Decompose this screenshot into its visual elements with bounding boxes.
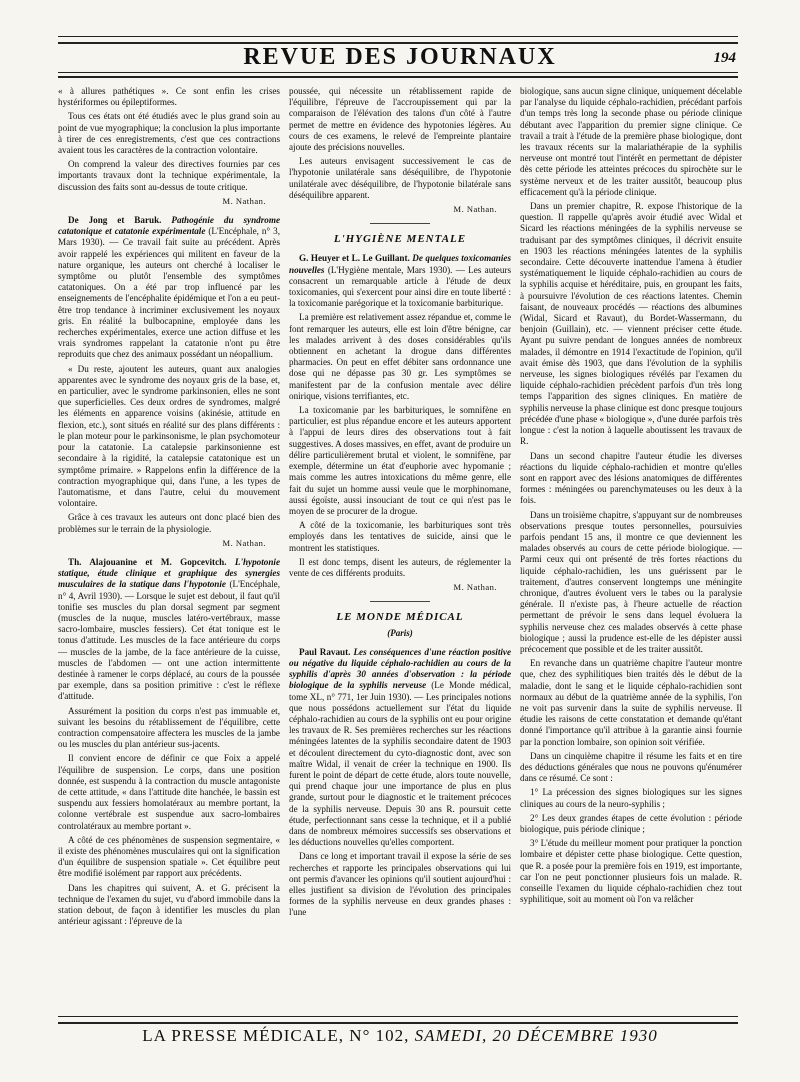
paragraph: La toxicomanie par les barbituriques, le somnifène en particulier, est plus répandue encore et les auteurs apportent à l'appui de leurs dires des observations tout à fait suggestives. A doses massives, en effet, avant de produire un délire particulièrement brutal et violent, le somnifène, par exemple, détermine un état d'euphorie avec hypomanie ; mais comme les autres intoxications du même genre, elle fait du sujet un homme aussi veule que le morphinomane, aussi égoïste, aussi insouciant de tout ce qui n'est pas le moyen de se procurer de la drogue. bbox=[289, 405, 511, 516]
article-title: De quelques toxicomanies nouvelles bbox=[289, 253, 511, 275]
signature: M. Nathan. bbox=[222, 537, 266, 548]
page-title: REVUE DES JOURNAUX bbox=[243, 44, 557, 70]
footer-date: SAMEDI, 20 DÉCEMBRE 1930 bbox=[414, 1026, 658, 1045]
article-authors: De Jong et Baruk. bbox=[68, 215, 172, 226]
column-1 bbox=[58, 86, 280, 996]
paragraph: Tous ces états ont été étudiés avec le plus grand soin au point de vue myographique; la conclusion la plus importante à tirer de ces enregistrements, c'est que ces contractions avaient tous les caractères de la contraction volontaire. bbox=[58, 111, 280, 156]
paragraph: Les auteurs envisagent successivement le cas de l'hypotonie unilatérale sans déséquilibre, de l'hypotonie unilatérale avec déséquilibre, de l'hypotonie bilatérale sans déséquilibre apparent. bbox=[289, 156, 511, 200]
paragraph: A côté de ces phénomènes de suspension segmentaire, « il existe des phénomènes musculaires qui ont la signification d'un équilibre de suspension spatiale ». Cet équilibre peut être modifié isolément par rapport aux précédents. bbox=[58, 834, 280, 879]
paragraph: Assurément la position du corps n'est pas immuable et, suivant les besoins du rétablissement de l'équilibre, cette contraction compensatoire affectera les muscles de la jambe ou les muscles du plan antérieur sus-jacents. bbox=[58, 705, 280, 750]
paragraph: Dans les chapitres qui suivent, A. et G. précisent la technique de l'examen du sujet, vu d'abord immobile dans la station debout, de façon à identifier les muscles du plan antérieur agissant : l'épreuve de la bbox=[58, 882, 280, 927]
article-body: (L'Encéphale, n° 3, Mars 1930). — Ce travail fait suite au précédent. Après avoir rappelé les expériences qui militent en faveur de la nature organique, les auteurs ont cherché à localiser le symptôme ou plutôt l'ensemble des symptômes catatoniques. On a été par trop influencé par les enseignements de l'encéphalite épidémique et l'on a eu peut-être trop tendance à incriminer exclusivement les noyaux gris. En réalité la bulbocapnine, employée dans les recherches expérimentales, exerce une action diffuse et les vrais syndromes rappelant la catatonie n'ont pu être reproduits que chez des animaux possédant un néopallium. bbox=[58, 226, 280, 360]
header-rule-bottom bbox=[58, 72, 738, 73]
footer bbox=[0, 1026, 800, 1046]
column-2 bbox=[289, 86, 511, 996]
article-ravaut bbox=[289, 647, 511, 849]
paragraph: Dans un cinquième chapitre il résume les faits et en tire des déductions générales que nous ne pouvons qu'énumérer dans ce résumé. Ce sont : bbox=[520, 750, 742, 784]
page-number: 194 bbox=[713, 50, 736, 66]
paragraph: Dans ce long et important travail il expose la série de ses recherches et rapporte les principales observations qui lui ont permis d'avancer les opinions qu'il soutient aujourd'hui : elles justifient sa division de l'évolution des principales formes de la syphilis nerveuse en deux grandes phases : l'une bbox=[289, 851, 511, 918]
article-authors: G. Heuyer et L. Le Guillant. bbox=[299, 253, 413, 264]
paragraph: Dans un second chapitre l'auteur étudie les diverses réactions du liquide céphalo-rachidien et montre qu'elles sont en rapport avec des lésions anatomiques de différentes formes : méningées ou parenchymateuses ou les deux à la fois. bbox=[520, 450, 742, 506]
section-title-hygiene-mentale: L'HYGIÈNE MENTALE bbox=[333, 233, 467, 246]
paragraph: Il est donc temps, disent les auteurs, de réglementer la vente de ces différents produits. bbox=[289, 556, 511, 578]
article-de-jong-baruk bbox=[58, 215, 280, 361]
list-item: 3° L'étude du meilleur moment pour pratiquer la ponction lombaire et dépister cette phase biologique. Cette question, que R. a posée pour la première fois en 1919, est importante, car l'on ne peut ponctionner plusieurs fois un malade. R. conseille l'examen du liquide céphalo-rachidien chez tout syphilitique, soit au moment où l'on va relâcher bbox=[520, 838, 742, 905]
paragraph: « à allures pathétiques ». Ce sont enfin les crises hystériformes ou épileptiformes. bbox=[58, 86, 280, 108]
signature: M. Nathan. bbox=[222, 195, 266, 206]
paragraph: poussée, qui nécessite un rétablissement rapide de l'équilibre, l'épreuve de l'accroupissement qui par la comparaison de l'élévation des talons d'un côté à l'autre permet de mettre en évidence des hypotonies légères. Au cours de ces examens, le relevé de l'empreinte plantaire ajoute des précisions nouvelles. bbox=[289, 86, 511, 153]
article-alajouanine-gopcevitch bbox=[58, 557, 280, 703]
article-body: (Le Monde médical, tome XL, n° 771, 1er Juin 1930). — Les principales notions que nous possédons actuellement sur l'état du liquide céphalo-rachidien au cours de la syphilis ont eu pour origine les travaux de R. Ses premières recherches sur les réactions méningées latentes de la syphilis secondaire datent de 1903 et découlent directement du cyto-diagnostic dont, avec son maître Widal, il venait de créer la technique en 1900. Ils furent le point de départ de cette étude, alors toute nouvelle, qui prend chaque jour une importance de plus en plus grande, surtout pour le diagnostic et le traitement précoces de la syphilis nerveuse. Depuis 30 ans R. poursuit cette étude, perfectionnant sans cesse la technique, et il a publié dans de nombreux mémoires successifs ses observations et les déductions nouvelles qu'elles comportent. bbox=[289, 680, 511, 848]
list-item: 1° La précession des signes biologiques sur les signes cliniques au cours de la neuro-syphilis ; bbox=[520, 787, 742, 809]
paragraph: En revanche dans un quatrième chapitre l'auteur montre que, chez des syphilitiques bien traités dès le début de la maladie, dont le sang et le liquide céphalo-rachidien sont normaux au début de la quatrième année de la syphilis, l'on ne voit pas survenir dans la suite de syphilis nerveuse. Il étudie les raisons de cette constatation et demande qu'étant donné l'importance qu'il attribue à la garantie ainsi fournie par la ponction lombaire, son opinion soit vérifiée. bbox=[520, 658, 742, 747]
paragraph: La première est relativement assez répandue et, comme le font remarquer les auteurs, elle est loin d'être bénigne, car les malades arrivent à des doses considérables qu'ils obtiennent en achetant la drogue dans différentes pharmacies. On peut en effet débiter sans ordonnance une dose qui ne dépasse pas 30 gr. Les symptômes se manifestent par de la confusion mentale avec délire onirique, visions terrifiantes, etc. bbox=[289, 312, 511, 401]
section-divider bbox=[370, 223, 430, 224]
article-authors: Th. Alajouanine et M. Gopcevitch. bbox=[68, 556, 235, 567]
section-title-monde-medical: LE MONDE MÉDICAL bbox=[336, 611, 464, 624]
paragraph: biologique, sans aucun signe clinique, uniquement décelable par l'analyse du liquide céphalo-rachidien, précédant parfois d'un temps très long la seconde phase ou période clinique débutant avec l'apparition du premier signe clinique. Ce travail a trait à l'étude de la première phase biologique, dont les travaux récents sur la malariathérapie de la syphilis nerveuse ont montré tout l'intérêt en permettant de dépister dès cette période les atteintes précoces du spirochète sur le système nerveux et de les traiter aussitôt, beaucoup plus efficacement qu'à la période clinique. bbox=[520, 86, 742, 197]
paragraph: Grâce à ces travaux les auteurs ont donc placé bien des problèmes sur le terrain de la physiologie. bbox=[58, 512, 280, 534]
column-3 bbox=[520, 86, 742, 996]
section-subtitle: (Paris) bbox=[387, 627, 413, 638]
article-body: (L'Hygiène mentale, Mars 1930). — Les auteurs consacrent un remarquable article à l'étude de deux toxicomanies, qui s'exercent pour ainsi dire en toute liberté : la toxicomanie parégorique et la toxicomanie barbiturique. bbox=[289, 264, 511, 309]
paragraph: Dans un troisième chapitre, s'appuyant sur de nombreuses observations presque toutes personnelles, poursuivies parfois pendant 15 ans, il montre ce que deviennent les malades observés au cours de cette période biologique. — Parmi ceux qui ont présenté de très fortes réactions du liquide céphalo-rachidien, les uns guérissent par le traitement, d'autres conservent longtemps une méningite chronique, d'autres évoluent vers le tabes ou la paralysie générale. Il n'existe pas, à l'heure actuelle de réaction permettant de prévoir le sens dans lequel évoluera la syphilis nerveuse chez ces malades observés à cette phase biologique ; aussi la prudence est-elle de les dépister aussi précocement que possible et de les traiter aussitôt. bbox=[520, 509, 742, 654]
list-item: 2° Les deux grandes étapes de cette évolution : période biologique, puis période clinique ; bbox=[520, 812, 742, 834]
article-title: Les conséquences d'une réaction positive ou négative du liquide céphalo-rachidien au cours de la syphilis d'après 30 années d'observation : la période biologique de la syphilis nerveuse bbox=[289, 646, 511, 691]
header-rule-bottom-thick bbox=[58, 76, 738, 78]
paragraph: On comprend la valeur des directives fournies par ces importants travaux dont la technique expérimentale, la discussion des faits sont au-dessus de toute critique. bbox=[58, 159, 280, 192]
article-body: (L'Encéphale, n° 4, Avril 1930). — Lorsque le sujet est debout, il faut qu'il tonifie ses muscles du plan dorsal segment par segment (muscles de la nuque, muscles latéro-vertébraux, masse sacro-lombaire, muscles fessiers). Cet état tonique est le tonus d'attitude. Les muscles de la face antérieure du corps — muscles de la jambe, de la face antérieure de la cuisse, muscles de l'abdomen — ont une action intermittente destinée à ramener le corps déplacé, au cours de la poussée par exemple, dans sa position primitive : c'est le réflexe d'attitude. bbox=[58, 579, 280, 702]
paragraph: « Du reste, ajoutent les auteurs, quant aux analogies apparentes avec le syndrome des noyaux gris de la base, et, en particulier, avec le syndrome parkinsonien, elles ne sont que superficielles. Ces deux ordres de syndromes, malgré les éléments en apparence voisins (akinésie, attitude en flexion, etc.), sont situés en réalité sur des plans différents : le plan moteur pour le parkinsonisme, le plan psychomoteur pour la catatonie. La catalepsie parkinsonienne est secondaire à la rigidité, la catalepsie catatonique est un symptôme primaire. » Rappelons enfin la différence de la contraction myographique qui, dans l'une, a les types de l'automatisme, et dans l'autre, celui du mouvement volontaire. bbox=[58, 363, 280, 509]
paragraph: Il convient encore de définir ce que Foix a appelé l'équilibre de suspension. Le corps, dans une position donnée, est suspendu à la contraction du muscle antagoniste de cette attitude, « dans l'attitude dite hanchée, le bassin est suspendu aux fessiers homolatéraux au membre portant, la colonne vertébrale est suspendue aux sacro-lombaires controlatéraux au membre portant ». bbox=[58, 753, 280, 831]
paragraph: Dans un premier chapitre, R. expose l'historique de la question. Il rappelle qu'après avoir étudié avec Widal et Sicard les réactions méningées de la syphilis nerveuse se traduisant par des symptômes cliniques, il décrivit ensuite en 1903 les réactions méningées latentes de la syphilis secondaire. Cette découverte inattendue l'amena à étudier systématiquement le liquide céphalo-rachidien au cours de la syphilis acquise et héréditaire, puis, en groupant les faits, à poursuivre l'évolution de ces réactions latentes. Chemin faisant, de nouveaux procédés — réactions des albumines (Widal, Sicard et Ravaut), du Bordet-Wassermann, du benjoin (Guillain), etc. — viennent préciser cette étude. Ayant pu suivre pendant de longues années de nombreux malades, il démontre en 1914 l'exactitude de l'opinion, qu'il avait émise dès 1903, que dans l'évolution de la syphilis nerveuse, les signes biologiques révélés par l'examen du liquide céphalo-rachidien précèdent parfois d'un très long temps l'apparition des signes cliniques. En matière de syphilis nerveuse la phase clinique est donc presque toujours précédée d'une phase « biologique », d'une durée parfois très longue : c'est la notion à laquelle aboutissent les travaux de R. bbox=[520, 201, 742, 447]
header-rule-top bbox=[58, 36, 738, 37]
signature: M. Nathan. bbox=[453, 582, 497, 593]
section-divider bbox=[370, 601, 430, 602]
article-heuyer-le-guillant bbox=[289, 253, 511, 309]
article-authors: Paul Ravaut. bbox=[299, 646, 354, 657]
paragraph: A côté de la toxicomanie, les barbituriques sont très employés dans les tentatives de suicide, ainsi que le montrent les statistiques. bbox=[289, 520, 511, 553]
footer-rule bbox=[58, 1016, 738, 1017]
article-title: L'hypotonie statique, étude clinique et graphique des synergies musculaires de la statique dans l'hypotonie bbox=[58, 556, 280, 590]
footer-rule-thick bbox=[58, 1022, 738, 1024]
footer-journal: LA PRESSE MÉDICALE, N° 102, bbox=[142, 1026, 410, 1045]
signature: M. Nathan. bbox=[453, 204, 497, 215]
article-title: Pathogénie du syndrome catatonique et catatonie expérimentale bbox=[58, 215, 280, 237]
